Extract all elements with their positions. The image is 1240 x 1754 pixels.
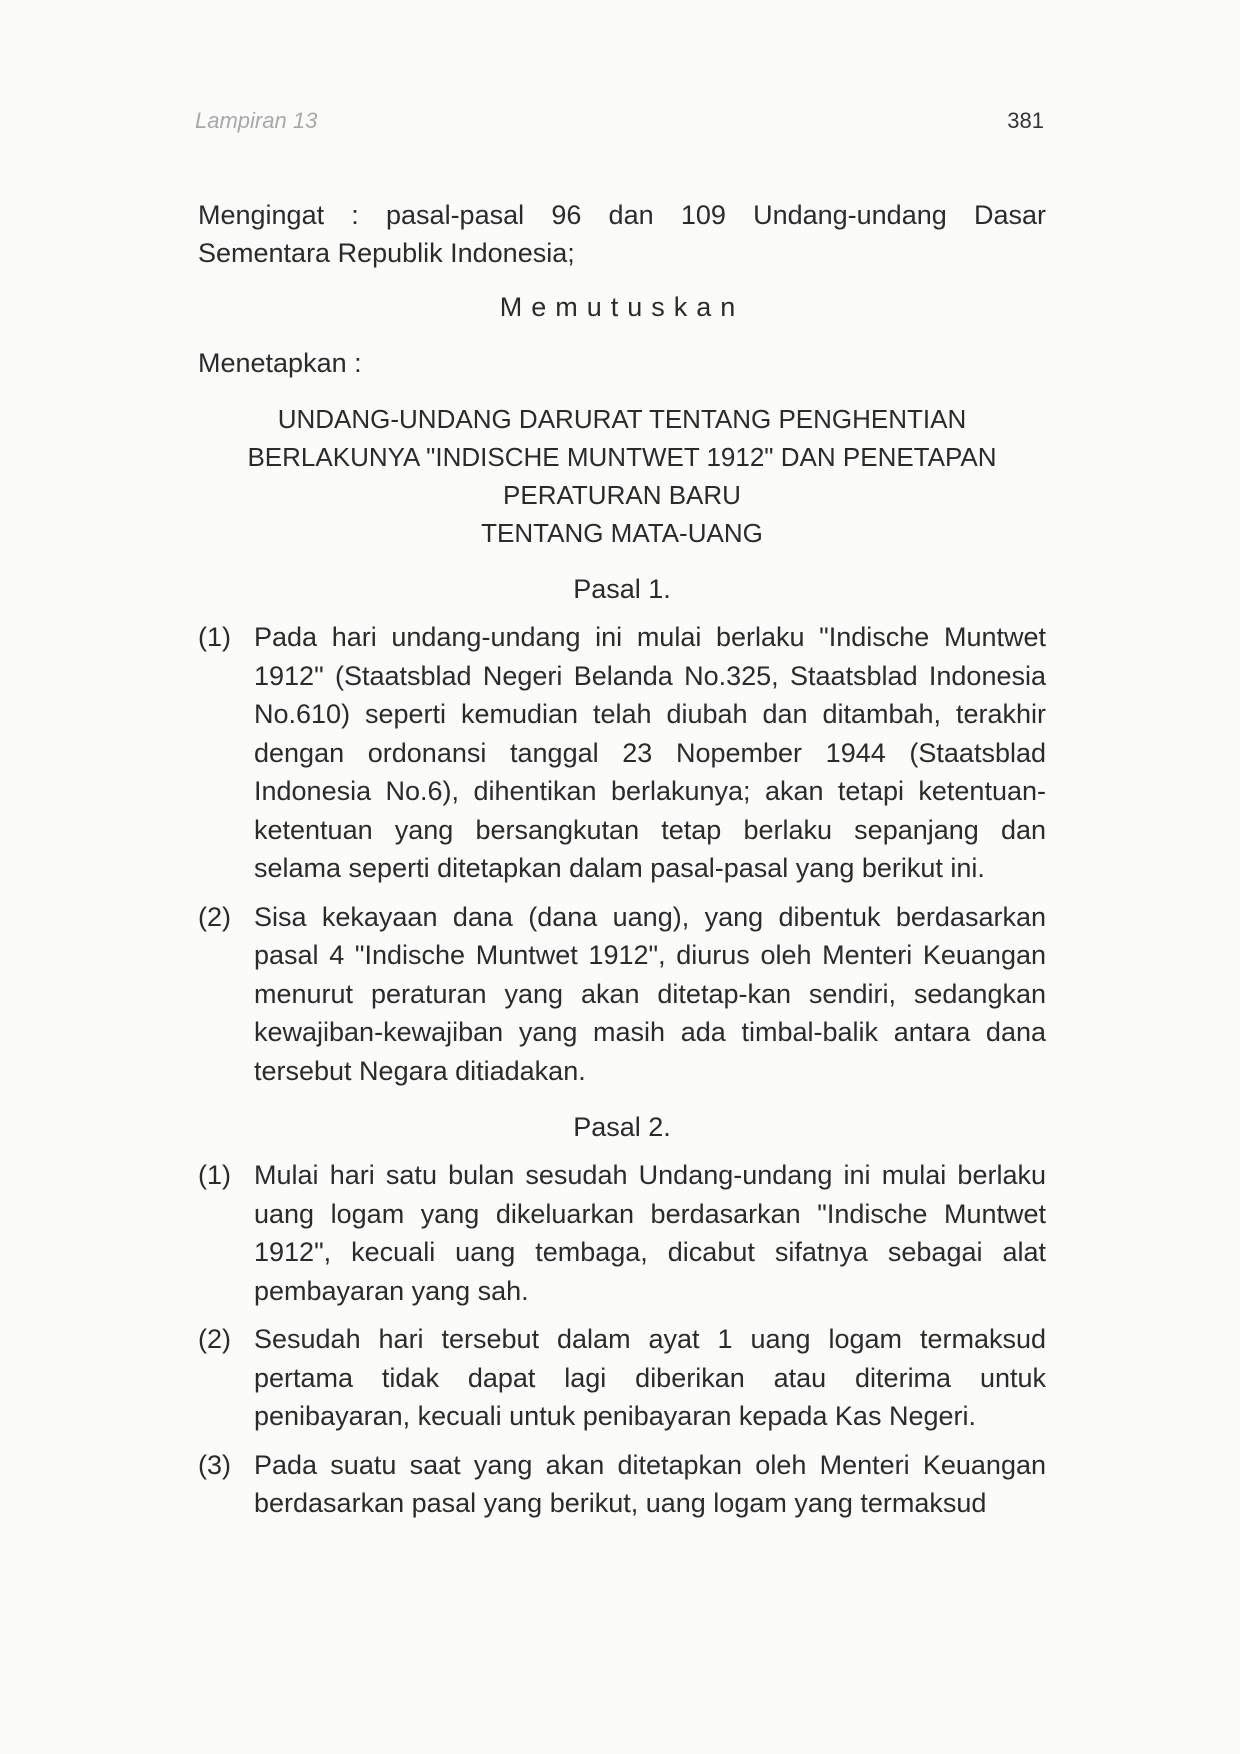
- law-title: [198, 400, 1046, 552]
- document-body: [198, 196, 1046, 1523]
- law-title-line: TENTANG MATA-UANG: [481, 518, 763, 548]
- pasal-1-item: [198, 618, 1046, 888]
- item-text: Pada suatu saat yang akan ditetapkan oleh Menteri Keuangan berdasarkan pasal yang berikut, uang logam yang termaksud: [254, 1449, 1046, 1518]
- menetapkan-label: Menetapkan :: [198, 348, 362, 378]
- item-text: Mulai hari satu bulan sesudah Undang-undang ini mulai berlaku uang logam yang dikeluarkan berdasarkan "Indische Muntwet 1912", kecuali uang tembaga, dicabut sifatnya sebagai alat pembayaran yang sah.: [254, 1160, 1046, 1306]
- pasal-2-item: [198, 1446, 1046, 1523]
- item-number: (2): [198, 1324, 231, 1354]
- pasal-2-heading: Pasal 2.: [573, 1112, 671, 1142]
- item-text: Pada hari undang-undang ini mulai berlaku "Indische Muntwet 1912" (Staatsblad Negeri Belanda No.325, Staatsblad Indonesia No.610) seperti kemudian telah diubah dan ditambah, terakhir dengan ordonansi tanggal 23 Nopember 1944 (Staatsblad Indonesia No.6), dihentikan berlakunya; akan tetapi ketentuan-ketentuan yang bersangkutan tetap berlaku sepanjang dan selama seperti ditetapkan dalam pasal-pasal yang berikut ini.: [254, 622, 1046, 883]
- item-number: (3): [198, 1449, 231, 1480]
- pasal-1-heading: Pasal 1.: [573, 574, 671, 604]
- item-number: (2): [198, 901, 231, 932]
- item-number: (1): [198, 622, 231, 652]
- running-head: Lampiran 13: [195, 108, 318, 133]
- law-title-line: BERLAKUNYA "INDISCHE MUNTWET 1912" DAN PENETAPAN: [247, 442, 997, 472]
- pasal-2-item: [198, 1320, 1046, 1436]
- item-number: (1): [198, 1160, 231, 1190]
- pasal-2-item: [198, 1156, 1046, 1310]
- memutuskan-heading: Memutuskan: [499, 292, 745, 322]
- law-title-line: UNDANG-UNDANG DARURAT TENTANG PENGHENTIAN: [277, 404, 967, 434]
- page-number: 381: [1007, 108, 1044, 133]
- item-text: Sisa kekayaan dana (dana uang), yang dibentuk berdasarkan pasal 4 "Indische Muntwet 1912", diurus oleh Menteri Keuangan menurut peraturan yang akan ditetap-kan sendiri, sedangkan kewajiban-kewajiban yang masih ada timbal-balik antara dana tersebut Negara ditiadakan.: [254, 901, 1046, 1086]
- law-title-line: PERATURAN BARU: [503, 480, 741, 510]
- mengingat-clause: Mengingat : pasal-pasal 96 dan 109 Undang-undang Dasar Sementara Republik Indonesia;: [198, 200, 1046, 268]
- pasal-1-item: [198, 898, 1046, 1091]
- item-text: Sesudah hari tersebut dalam ayat 1 uang logam termaksud pertama tidak dapat lagi diberikan atau diterima untuk penibayaran, kecuali untuk penibayaran kepada Kas Negeri.: [254, 1324, 1046, 1431]
